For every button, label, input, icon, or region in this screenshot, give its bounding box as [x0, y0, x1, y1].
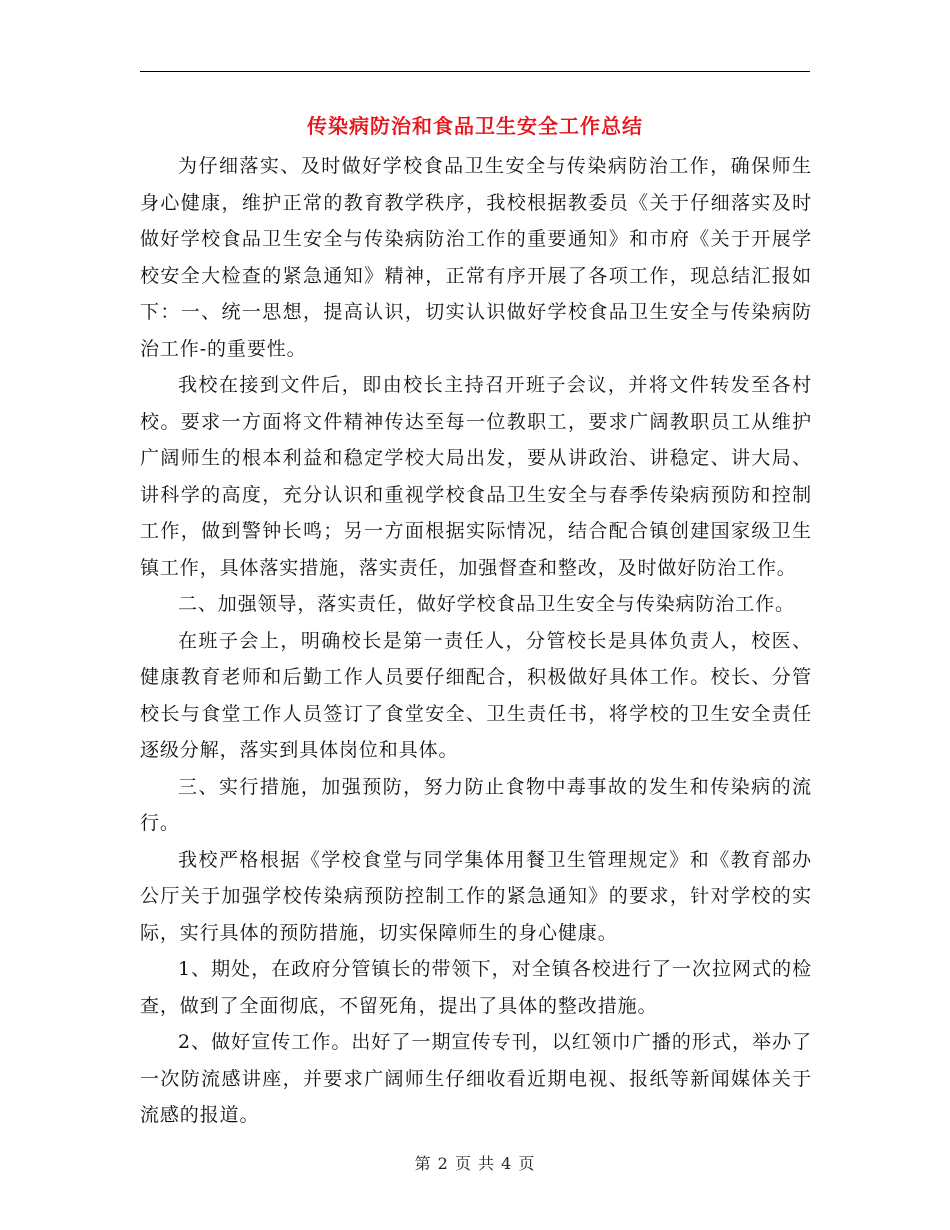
page-number-footer: 第 2 页 共 4 页 — [414, 1154, 536, 1173]
paragraph-intro: 为仔细落实、及时做好学校食品卫生安全与传染病防治工作，确保师生身心健康，维护正常的教育教学秩序，我校根据教委员《关于仔细落实及时做好学校食品卫生安全与传染病防治工作的重要通知》和市府《关于开展学校安全大检查的紧急通知》精神，正常有序开展了各项工作，现总结汇报如下：一、统一思想，提高认识，切实认识做好学校食品卫生安全与传染病防治工作-的重要性。 — [140, 155, 812, 360]
paragraph-regulations: 我校严格根据《学校食堂与同学集体用餐卫生管理规定》和《教育部办公厅关于加强学校传染病预防控制工作的紧急通知》的要求，针对学校的实际，实行具体的预防措施，切实保障师生的身心健康。 — [140, 848, 812, 944]
paragraph-item-1: 1、期处，在政府分管镇长的带领下，对全镇各校进行了一次拉网式的检查，做到了全面彻底，不留死角，提出了具体的整改措施。 — [140, 958, 812, 1017]
paragraph-section-2-heading: 二、加强领导，落实责任，做好学校食品卫生安全与传染病防治工作。 — [178, 593, 795, 615]
header-rule — [140, 71, 810, 72]
paragraph-section-3-heading: 三、实行措施，加强预防，努力防止食物中毒事故的发生和传染病的流行。 — [140, 775, 812, 834]
document-title: 传染病防治和食品卫生安全工作总结 — [307, 114, 643, 138]
paragraph-responsibility: 在班子会上，明确校长是第一责任人，分管校长是具体负责人，校医、健康教育老师和后勤工作人员要仔细配合，积极做好具体工作。校长、分管校长与食堂工作人员签订了食堂安全、卫生责任书，将学校的卫生安全责任逐级分解，落实到具体岗位和具体。 — [140, 629, 812, 761]
document-body — [140, 148, 812, 1134]
paragraph-meeting: 我校在接到文件后，即由校长主持召开班子会议，并将文件转发至各村校。要求一方面将文件精神传达至每一位教职工，要求广阔教职员工从维护广阔师生的根本利益和稳定学校大局出发，要从讲政治、讲稳定、讲大局、讲科学的高度，充分认识和重视学校食品卫生安全与春季传染病预防和控制工作，做到警钟长鸣；另一方面根据实际情况，结合配合镇创建国家级卫生镇工作，具体落实措施，落实责任，加强督查和整改，及时做好防治工作。 — [140, 374, 812, 579]
paragraph-item-2: 2、做好宣传工作。出好了一期宣传专刊，以红领巾广播的形式，举办了一次防流感讲座，并要求广阔师生仔细收看近期电视、报纸等新闻媒体关于流感的报道。 — [140, 1031, 812, 1126]
